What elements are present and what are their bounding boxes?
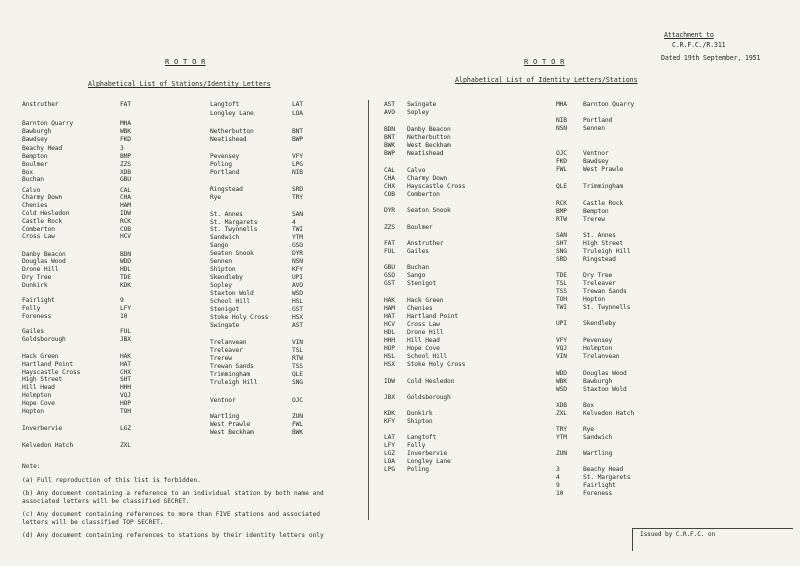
- list-code: GSO: [384, 272, 395, 279]
- list-name: Seaton Snook: [210, 250, 254, 257]
- list-code: AVO: [292, 282, 303, 289]
- list-name: Gailes: [407, 248, 429, 255]
- list-name: Hartland Point: [407, 313, 458, 320]
- list-name: Netherbutton: [210, 128, 254, 135]
- list-code: HAM: [384, 305, 395, 312]
- list-name: Swingate: [210, 322, 240, 329]
- list-name: Shipton: [407, 418, 433, 425]
- list-code: VFY: [556, 337, 567, 344]
- list-code: BWP: [384, 150, 395, 157]
- list-name: Goldsborough: [407, 394, 451, 401]
- dated-line: Dated 19th September, 1951: [661, 54, 761, 62]
- list-name: Douglas Wood: [22, 258, 66, 265]
- list-code: SNG: [292, 379, 303, 386]
- list-name: Sandwich: [210, 234, 240, 241]
- list-name: Bempton: [22, 153, 48, 160]
- list-name: Hill Head: [22, 384, 55, 391]
- list-code: ZZS: [120, 161, 131, 168]
- list-code: GBU: [120, 176, 131, 183]
- list-name: Bawdsey: [583, 158, 609, 165]
- list-code: VQJ: [120, 392, 131, 399]
- list-name: Foreness: [22, 313, 52, 320]
- list-name: Buchan: [407, 264, 429, 271]
- list-code: RCK: [556, 200, 567, 207]
- list-code: FAT: [384, 240, 395, 247]
- list-code: 3: [556, 466, 560, 473]
- list-code: LOA: [292, 110, 303, 117]
- list-code: HCV: [120, 233, 131, 240]
- list-name: Boulmer: [22, 161, 48, 168]
- list-code: LPG: [292, 161, 303, 168]
- list-code: MHA: [120, 120, 131, 127]
- list-name: Trimmingham: [210, 371, 251, 378]
- list-name: Sango: [210, 242, 229, 249]
- list-name: West Beckham: [407, 142, 451, 149]
- list-code: UPI: [556, 320, 567, 327]
- list-name: Skendleby: [210, 274, 243, 281]
- list-name: Stenigot: [407, 280, 437, 287]
- list-name: Dry Tree: [22, 274, 52, 281]
- list-name: Neatishead: [210, 136, 247, 143]
- list-code: IDW: [384, 378, 395, 385]
- list-code: OJC: [556, 150, 567, 157]
- list-code: CAL: [384, 167, 395, 174]
- list-name: Sopley: [210, 282, 232, 289]
- list-name: Langtoft: [407, 434, 437, 441]
- list-name: Kelvedon Hatch: [22, 442, 73, 449]
- list-name: Box: [22, 169, 33, 176]
- list-name: Hopton: [583, 296, 605, 303]
- list-name: Charmy Down: [407, 175, 448, 182]
- list-name: Beachy Head: [22, 145, 63, 152]
- list-code: TSS: [556, 288, 567, 295]
- list-code: WSD: [556, 386, 567, 393]
- list-code: BWP: [292, 136, 303, 143]
- list-code: CAL: [120, 187, 131, 194]
- list-name: Kelvedon Hatch: [583, 410, 634, 417]
- list-name: Box: [583, 402, 594, 409]
- list-code: LGZ: [384, 450, 395, 457]
- list-name: Wartling: [583, 450, 613, 457]
- list-name: Hope Cove: [407, 345, 440, 352]
- list-code: HSL: [384, 353, 395, 360]
- list-code: ZXL: [120, 442, 131, 449]
- list-name: Langtoft: [210, 101, 240, 108]
- list-name: Hill Head: [407, 337, 440, 344]
- list-code: WBK: [120, 128, 131, 135]
- list-name: Barnton Quarry: [22, 120, 73, 127]
- list-code: TSL: [292, 347, 303, 354]
- list-code: KDK: [120, 282, 131, 289]
- list-code: TSS: [292, 363, 303, 370]
- list-code: LFY: [120, 305, 131, 312]
- list-name: School Hill: [210, 298, 251, 305]
- list-code: CHX: [120, 369, 131, 376]
- list-code: LFY: [384, 442, 395, 449]
- list-code: SAN: [556, 232, 567, 239]
- note-b-line2: associated letters will be classified SECRET.: [22, 498, 190, 505]
- list-name: Poling: [210, 161, 232, 168]
- list-name: Trimmingham: [583, 183, 624, 190]
- list-code: WDD: [556, 370, 567, 377]
- list-name: Cold Hesledon: [407, 378, 455, 385]
- list-code: FUL: [384, 248, 395, 255]
- list-name: Castle Rock: [583, 200, 624, 207]
- list-name: Cold Hesledon: [22, 210, 70, 217]
- list-name: Danby Beacon: [407, 126, 451, 133]
- list-name: Boulmer: [407, 224, 433, 231]
- list-code: HAT: [384, 313, 395, 320]
- list-code: KFY: [384, 418, 395, 425]
- list-name: West Prawle: [583, 166, 624, 173]
- list-name: West Beckham: [210, 429, 254, 436]
- list-name: Inverbervie: [407, 450, 448, 457]
- list-code: ZUN: [556, 450, 567, 457]
- list-code: LAT: [292, 101, 303, 108]
- list-name: Folly: [22, 305, 41, 312]
- list-name: Trerew: [583, 216, 605, 223]
- list-code: FKD: [556, 158, 567, 165]
- list-code: HHH: [120, 384, 131, 391]
- list-name: Gailes: [22, 328, 44, 335]
- list-code: JBX: [120, 336, 131, 343]
- list-code: HAK: [384, 297, 395, 304]
- list-name: Longley Lane: [210, 110, 254, 117]
- list-code: KFY: [292, 266, 303, 273]
- attachment-label: Attachment to: [664, 31, 714, 39]
- list-name: Stenigot: [210, 306, 240, 313]
- list-code: BWK: [292, 429, 303, 436]
- list-code: OJC: [292, 397, 303, 404]
- list-name: Ringstead: [210, 186, 243, 193]
- list-code: COB: [384, 191, 395, 198]
- list-name: Hayscastle Cross: [22, 369, 81, 376]
- list-code: XDB: [556, 402, 567, 409]
- list-code: SAN: [292, 211, 303, 218]
- list-code: 9: [556, 482, 560, 489]
- list-name: St. Annes: [210, 211, 243, 218]
- list-code: SRD: [556, 256, 567, 263]
- list-name: St. Margarets: [583, 474, 631, 481]
- list-name: Seaton Snook: [407, 207, 451, 214]
- list-name: Trewan Sands: [210, 363, 254, 370]
- left-title: R O T O R: [165, 58, 206, 66]
- list-name: Fairlight: [22, 297, 55, 304]
- list-code: HSX: [292, 314, 303, 321]
- list-name: Anstruther: [407, 240, 444, 247]
- list-code: CHA: [384, 175, 395, 182]
- list-name: School Hill: [407, 353, 448, 360]
- list-code: HAT: [120, 361, 131, 368]
- list-code: HSX: [384, 361, 395, 368]
- list-code: HSL: [292, 298, 303, 305]
- list-name: Hope Cove: [22, 400, 55, 407]
- list-name: Truleigh Hill: [210, 379, 258, 386]
- list-name: Chenies: [407, 305, 433, 312]
- list-name: Barnton Quarry: [583, 101, 634, 108]
- list-code: AST: [292, 322, 303, 329]
- list-name: Hack Green: [407, 297, 444, 304]
- list-code: VFY: [292, 153, 303, 160]
- list-code: NSN: [556, 125, 567, 132]
- column-divider: [368, 100, 369, 520]
- list-name: Trewan Sands: [583, 288, 627, 295]
- note-c-line1: (c) Any document containing references to more than FIVE stations and associated: [22, 511, 321, 518]
- list-code: UPI: [292, 274, 303, 281]
- list-code: WDD: [120, 258, 131, 265]
- list-name: Bawdsey: [22, 136, 48, 143]
- list-name: West Prawle: [210, 421, 251, 428]
- list-code: GST: [384, 280, 395, 287]
- list-code: VQJ: [556, 345, 567, 352]
- list-code: YTM: [292, 234, 303, 241]
- list-name: Hayscastle Cross: [407, 183, 466, 190]
- list-name: Bawburgh: [583, 378, 613, 385]
- list-name: Ventnor: [583, 150, 609, 157]
- list-name: Dunkirk: [407, 410, 433, 417]
- list-code: BNT: [292, 128, 303, 135]
- list-code: XDB: [120, 169, 131, 176]
- list-code: FKD: [120, 136, 131, 143]
- list-name: Danby Beacon: [22, 251, 66, 258]
- list-name: Cross Law: [407, 321, 440, 328]
- list-code: ZXL: [556, 410, 567, 417]
- list-code: FAT: [120, 101, 131, 108]
- list-name: Netherbutton: [407, 134, 451, 141]
- list-name: Rye: [583, 426, 594, 433]
- list-code: 9: [120, 297, 124, 304]
- list-name: Anstruther: [22, 101, 59, 108]
- list-code: RTW: [292, 355, 303, 362]
- list-code: TWI: [556, 304, 567, 311]
- list-code: NSN: [292, 258, 303, 265]
- list-code: 3: [120, 145, 124, 152]
- list-name: Hack Green: [22, 353, 59, 360]
- list-name: High Street: [583, 240, 624, 247]
- list-code: BDN: [120, 251, 131, 258]
- list-name: Holmpton: [583, 345, 613, 352]
- list-code: SHT: [120, 376, 131, 383]
- list-code: RTW: [556, 216, 567, 223]
- list-name: Folly: [407, 442, 426, 449]
- list-code: 10: [120, 313, 128, 320]
- list-name: Calvo: [22, 187, 41, 194]
- list-name: Trelanvean: [210, 339, 247, 346]
- list-name: Staxton Wold: [583, 386, 627, 393]
- list-code: CHA: [120, 194, 131, 201]
- list-name: Portland: [210, 169, 240, 176]
- list-name: Comberton: [407, 191, 440, 198]
- list-code: LPG: [384, 466, 395, 473]
- list-name: Holmpton: [22, 392, 52, 399]
- list-code: SRD: [292, 186, 303, 193]
- list-code: NIB: [556, 117, 567, 124]
- list-name: Dunkirk: [22, 282, 48, 289]
- list-code: ZZS: [384, 224, 395, 231]
- list-code: TRY: [292, 194, 303, 201]
- list-code: TSL: [556, 280, 567, 287]
- list-code: AST: [384, 101, 395, 108]
- list-code: DYR: [384, 207, 395, 214]
- list-code: NIB: [292, 169, 303, 176]
- list-name: Treleaver: [210, 347, 243, 354]
- issued-by: Issued by C.R.F.C. on: [640, 531, 716, 538]
- list-code: 10: [556, 490, 564, 497]
- list-name: Stoke Holy Cross: [210, 314, 269, 321]
- list-name: Neatishead: [407, 150, 444, 157]
- attachment-ref: C.R.F.C./R.311: [672, 41, 726, 49]
- list-name: Buchan: [22, 176, 44, 183]
- list-name: Poling: [407, 466, 429, 473]
- list-code: TWI: [292, 226, 303, 233]
- list-name: Swingate: [407, 101, 437, 108]
- list-name: Castle Rock: [22, 218, 63, 225]
- list-name: Skendleby: [583, 320, 616, 327]
- list-code: CHX: [384, 183, 395, 190]
- list-code: FUL: [120, 328, 131, 335]
- note-a: (a) Full reproduction of this list is forbidden.: [22, 477, 201, 484]
- list-name: Foreness: [583, 490, 613, 497]
- list-code: HOP: [384, 345, 395, 352]
- list-code: IDW: [120, 210, 131, 217]
- list-name: Sennen: [583, 125, 605, 132]
- note-c-line2: letters will be classified TOP SECRET.: [22, 519, 164, 526]
- list-name: Charmy Down: [22, 194, 63, 201]
- right-subtitle: Alphabetical List of Identity Letters/Stations: [455, 76, 638, 84]
- list-code: QLE: [292, 371, 303, 378]
- list-code: SHT: [556, 240, 567, 247]
- list-code: RCK: [120, 218, 131, 225]
- list-code: HCV: [384, 321, 395, 328]
- list-name: Wartling: [210, 413, 240, 420]
- list-name: St. Twynnells: [583, 304, 631, 311]
- list-name: St. Twynnells: [210, 226, 258, 233]
- list-code: BMP: [120, 153, 131, 160]
- list-name: Beachy Head: [583, 466, 624, 473]
- list-name: Chenies: [22, 202, 48, 209]
- list-code: LAT: [384, 434, 395, 441]
- list-code: LGZ: [120, 425, 131, 432]
- list-code: DYR: [292, 250, 303, 257]
- list-name: St. Annes: [583, 232, 616, 239]
- list-code: ZUN: [292, 413, 303, 420]
- list-name: Treleaver: [583, 280, 616, 287]
- list-name: Calvo: [407, 167, 426, 174]
- list-code: BDN: [384, 126, 395, 133]
- list-name: Ventnor: [210, 397, 236, 404]
- list-code: FWL: [292, 421, 303, 428]
- list-code: AVO: [384, 109, 395, 116]
- list-name: Sopley: [407, 109, 429, 116]
- notes-label: Note:: [22, 463, 41, 470]
- list-code: BNT: [384, 134, 395, 141]
- list-code: WSD: [292, 290, 303, 297]
- list-code: HAM: [120, 202, 131, 209]
- list-name: Dry Tree: [583, 272, 613, 279]
- list-code: HHH: [384, 337, 395, 344]
- list-name: Ringstead: [583, 256, 616, 263]
- list-code: YTM: [556, 434, 567, 441]
- list-code: HOP: [120, 400, 131, 407]
- list-code: MHA: [556, 101, 567, 108]
- list-name: Drone Hill: [407, 329, 444, 336]
- list-code: VIN: [556, 353, 567, 360]
- list-name: Pevensey: [210, 153, 240, 160]
- list-code: VIN: [292, 339, 303, 346]
- list-code: GSO: [292, 242, 303, 249]
- list-name: Hopton: [22, 408, 44, 415]
- right-title: R O T O R: [524, 58, 565, 66]
- list-code: KDK: [384, 410, 395, 417]
- list-code: TOH: [120, 408, 131, 415]
- list-name: Stoke Holy Cross: [407, 361, 466, 368]
- list-name: High Street: [22, 376, 63, 383]
- list-code: TDE: [120, 274, 131, 281]
- list-name: Rye: [210, 194, 221, 201]
- list-name: Bempton: [583, 208, 609, 215]
- list-name: St. Margarets: [210, 219, 258, 226]
- list-code: WBK: [556, 378, 567, 385]
- list-code: TDE: [556, 272, 567, 279]
- list-code: SNG: [556, 248, 567, 255]
- list-name: Goldsborough: [22, 336, 66, 343]
- list-code: LOA: [384, 458, 395, 465]
- list-code: HAK: [120, 353, 131, 360]
- list-name: Inverbervie: [22, 425, 63, 432]
- note-d: (d) Any document containing references to stations by their identity letters only: [22, 532, 324, 539]
- left-subtitle: Alphabetical List of Stations/Identity Letters: [88, 80, 271, 88]
- list-name: Sango: [407, 272, 426, 279]
- list-code: BWK: [384, 142, 395, 149]
- list-name: Staxton Wold: [210, 290, 254, 297]
- list-code: QLE: [556, 183, 567, 190]
- list-name: Portland: [583, 117, 613, 124]
- list-name: Truleigh Hill: [583, 248, 631, 255]
- list-code: 4: [292, 219, 296, 226]
- list-name: Sennen: [210, 258, 232, 265]
- list-name: Drone Hill: [22, 266, 59, 273]
- list-name: Shipton: [210, 266, 236, 273]
- list-code: TRY: [556, 426, 567, 433]
- list-code: COB: [120, 226, 131, 233]
- note-b-line1: (b) Any document containing a reference to an individual station by both name and: [22, 490, 324, 497]
- list-name: Sandwich: [583, 434, 613, 441]
- list-name: Trelanvean: [583, 353, 620, 360]
- list-code: BMP: [556, 208, 567, 215]
- list-code: TOH: [556, 296, 567, 303]
- list-name: Douglas Wood: [583, 370, 627, 377]
- list-code: JBX: [384, 394, 395, 401]
- list-name: Bawburgh: [22, 128, 52, 135]
- list-code: HDL: [384, 329, 395, 336]
- list-code: HDL: [120, 266, 131, 273]
- list-name: Trerew: [210, 355, 232, 362]
- list-name: Fairlight: [583, 482, 616, 489]
- list-code: FWL: [556, 166, 567, 173]
- list-code: GBU: [384, 264, 395, 271]
- list-name: Comberton: [22, 226, 55, 233]
- list-name: Hartland Point: [22, 361, 73, 368]
- list-name: Longley Lane: [407, 458, 451, 465]
- list-code: 4: [556, 474, 560, 481]
- list-name: Cross Law: [22, 233, 55, 240]
- list-name: Pevensey: [583, 337, 613, 344]
- list-code: GST: [292, 306, 303, 313]
